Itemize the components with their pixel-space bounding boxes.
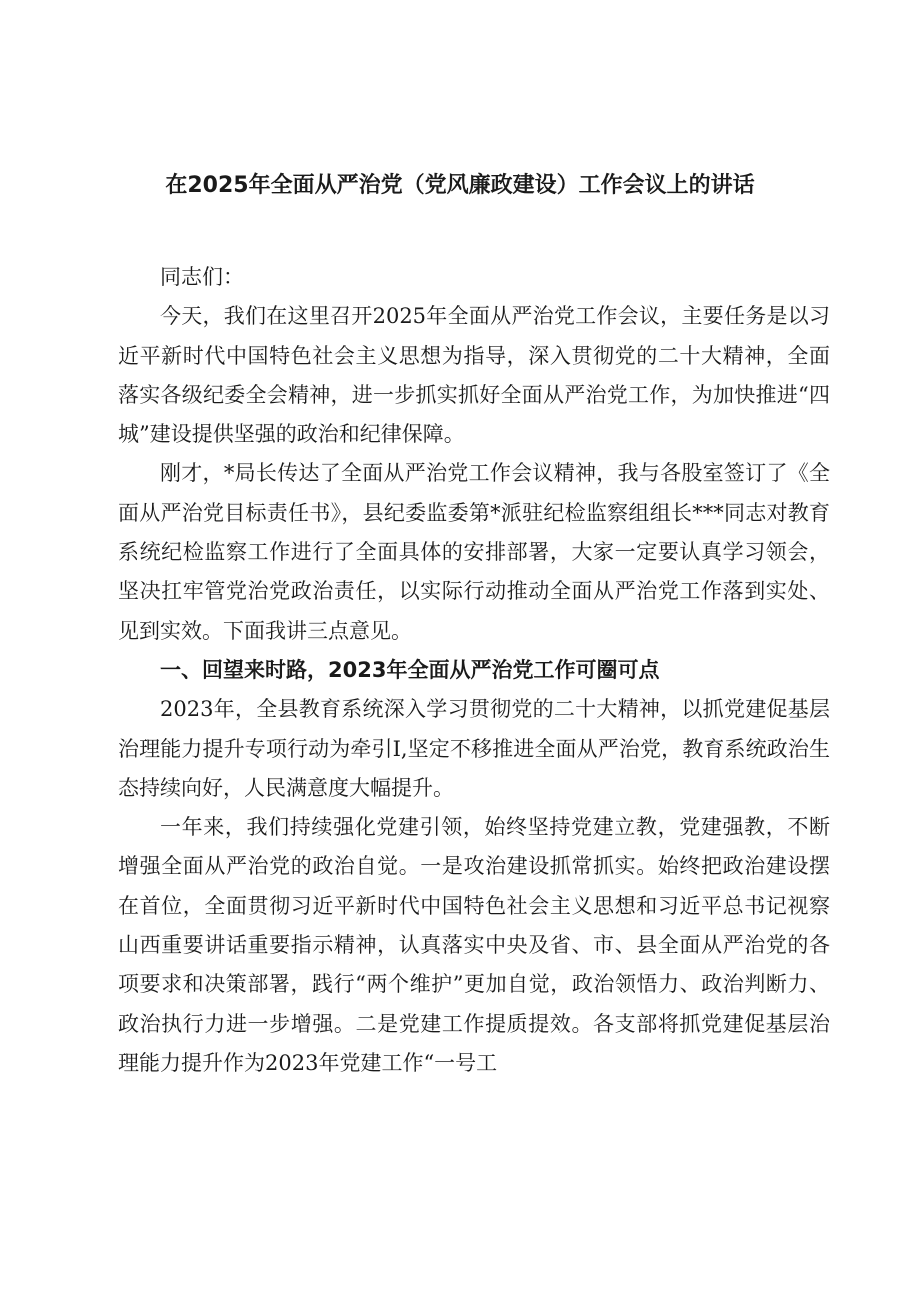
salutation: 同志们：: [160, 265, 244, 289]
document-title: 在2025年全面从严治党（党风廉政建设）工作会议上的讲话: [165, 173, 755, 198]
paragraph-opening: 今天，我们在这里召开2025年全面从严治党工作会议，主要任务是以习近平新时代中国特色社会主义思想为指导，深入贯彻党的二十大精神，全面落实各级纪委全会精神，进一步抓实抓好全面从严治党工作，为加快推进“四城”建设提供坚强的政治和纪律保障。: [118, 304, 830, 447]
section-heading-1: 一、回望来时路，2023年全面从严治党工作可圈可点: [160, 657, 660, 682]
paragraph-review: 刚才，*局长传达了全面从严治党工作会议精神，我与各股室签订了《全面从严治党目标责任书》，县纪委监委第*派驻纪检监察组组长***同志对教育系统纪检监察工作进行了全面具体的安排部署，大家一定要认真学习领会，坚决扛牢管党治党政治责任，以实际行动推动全面从严治党工作落到实处、见到实效。下面我讲三点意见。: [118, 461, 830, 643]
section1-paragraph-summary: 2023年，全县教育系统深入学习贯彻党的二十大精神，以抓党建促基层治理能力提升专项行动为牵引I,坚定不移推进全面从严治党，教育系统政治生态持续向好，人民满意度大幅提升。: [118, 697, 830, 800]
document-body: [118, 258, 830, 1083]
section1-paragraph-details: 一年来，我们持续强化党建引领，始终坚持党建立教，党建强教，不断增强全面从严治党的政治自觉。一是攻治建设抓常抓实。始终把政治建设摆在首位，全面贯彻习近平新时代中国特色社会主义思想和习近平总书记视察山西重要讲话重要指示精神，认真落实中央及省、市、县全面从严治党的各项要求和决策部署，践行“两个维护”更加自觉，政治领悟力、政治判断力、政治执行力进一步增强。二是党建工作提质提效。各支部将抓党建促基层治理能力提升作为2023年党建工作“一号工: [118, 815, 830, 1075]
